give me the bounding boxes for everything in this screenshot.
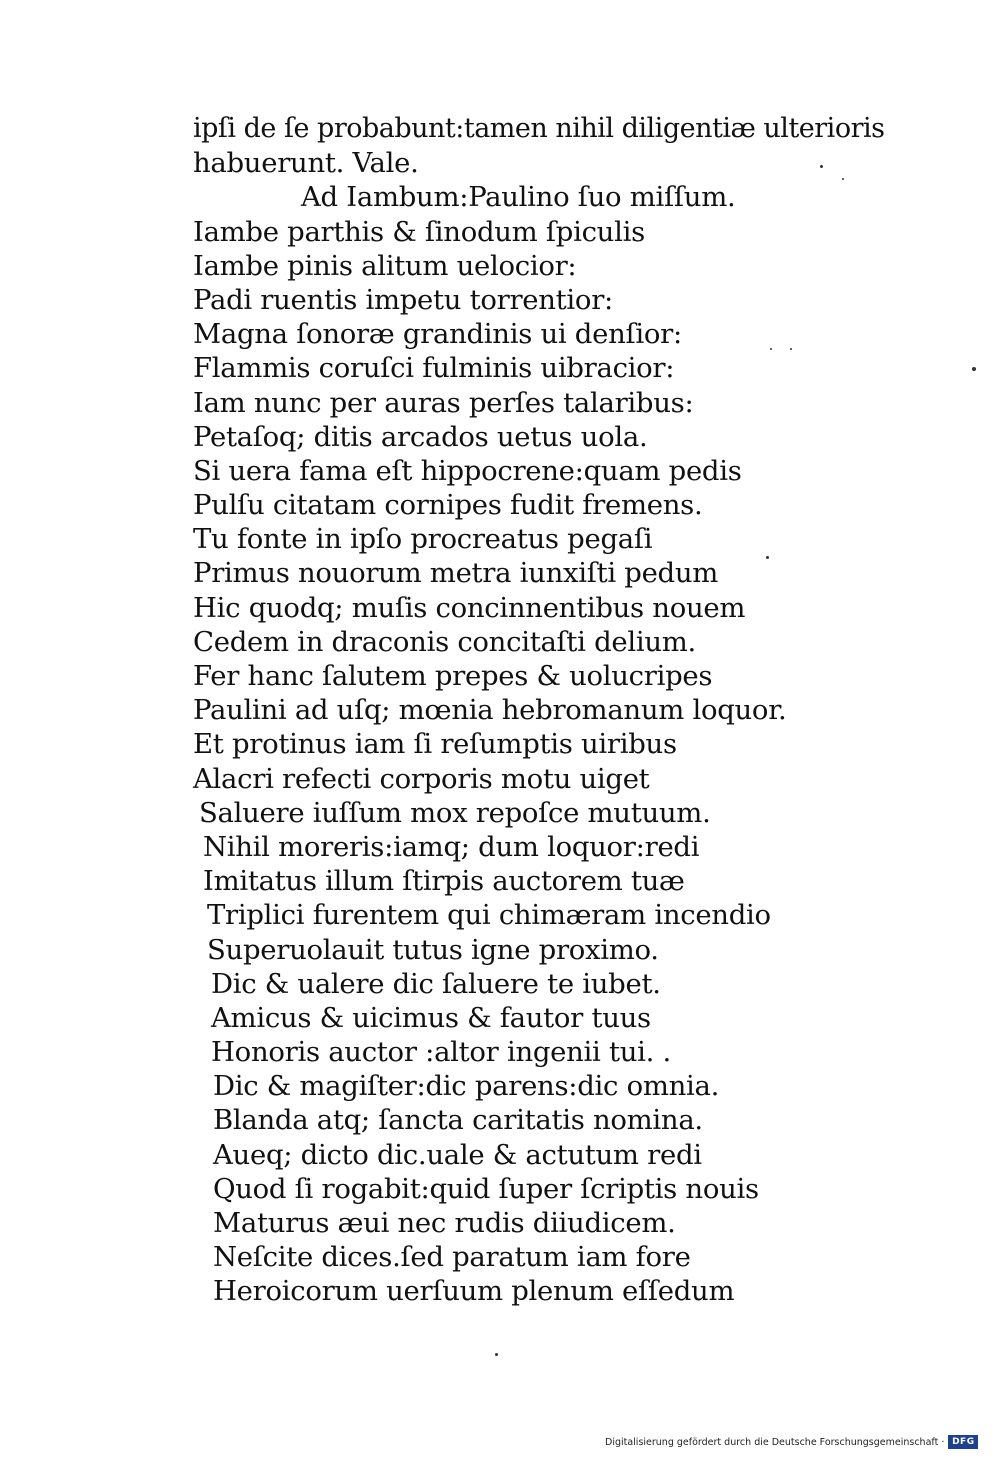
text-line: Flammis coruſci fulminis uibracior: — [193, 352, 675, 385]
text-line: ipſi de ſe probabunt:tamen nihil diligentiæ ulterioris — [193, 113, 885, 144]
text-line: Si uera fama eſt hippocrene:quam pedis — [193, 454, 742, 487]
scan-speck — [790, 348, 792, 350]
text-line: Triplici furentem qui chimæram incendio — [207, 899, 771, 932]
page-text — [193, 112, 913, 1309]
text-line: Hic quodq; muſis concinnentibus nouem — [193, 591, 746, 624]
text-line: Alacri refecti corporis motu uiget — [193, 762, 650, 795]
scan-speck — [820, 165, 823, 168]
text-line: Dic & magiſter:dic parens:dic omnia. — [213, 1070, 720, 1103]
digitization-footer — [605, 1434, 978, 1450]
text-line: Nihil moreris:iamq; dum loquor:redi — [203, 830, 700, 863]
text-line: Iambe parthis & ſinodum ſpiculis — [193, 215, 645, 248]
dfg-logo: DFG — [948, 1435, 978, 1449]
text-line: Honoris auctor :altor ingenii tui. . — [211, 1036, 671, 1069]
text-line: Petaſoq; ditis arcados uetus uola. — [193, 420, 648, 453]
text-line: Blanda atq; ſancta caritatis nomina. — [213, 1104, 703, 1137]
text-line: Et protinus iam ſi reſumptis uiribus — [193, 728, 677, 761]
text-line: Primus nouorum metra iunxiſti pedum — [193, 557, 719, 590]
scan-speck — [770, 348, 772, 350]
text-line: Aueq; dicto dic.uale & actutum redi — [213, 1138, 702, 1171]
text-line: Amicus & uicimus & fautor tuus — [211, 1001, 651, 1034]
scan-speck — [842, 178, 844, 180]
scan-speck — [495, 1353, 498, 1356]
text-line: Dic & ualere dic ſaluere te iubet. — [211, 967, 661, 1000]
scan-speck — [972, 367, 976, 371]
text-line: Fer hanc ſalutem prepes & uolucripes — [193, 660, 713, 692]
text-line: Pulſu citatam cornipes fudit fremens. — [193, 489, 703, 522]
text-line: Cedem in draconis concitaſti delium. — [193, 625, 696, 658]
text-line: habuerunt. Vale. — [193, 147, 419, 180]
text-line: Maturus æui nec rudis diiudicem. — [213, 1207, 676, 1239]
text-line: Heroicorum uerſuum plenum eſſedum — [213, 1275, 735, 1308]
text-line: Imitatus illum ſtirpis auctorem tuæ — [203, 865, 685, 898]
scan-speck — [766, 556, 769, 559]
text-line: Iambe pinis alitum uelocior: — [193, 249, 577, 282]
text-line: Magna ſonoræ grandinis ui denſior: — [193, 318, 682, 351]
text-line: Quod ſi rogabit:quid ſuper ſcriptis nouis — [213, 1172, 759, 1205]
text-line: Paulini ad uſq; mœnia hebromanum loquor. — [193, 694, 787, 727]
text-line: Padi ruentis impetu torrentior: — [193, 283, 613, 316]
text-line: Superuolauit tutus igne proximo. — [207, 933, 659, 966]
text-line: Saluere iuſſum mox repoſce mutuum. — [199, 796, 711, 829]
text-line: Iam nunc per auras perſes talaribus: — [193, 386, 694, 419]
footer-credit-text: Digitalisierung gefördert durch die Deutsche Forschungsgemeinschaft · — [605, 1436, 945, 1448]
text-line: Tu fonte in ipſo procreatus pegaſi — [193, 523, 653, 556]
poem-heading: Ad Iambum:Paulino ſuo miſſum. — [301, 181, 736, 214]
text-line: Neſcite dices.ſed paratum iam fore — [213, 1241, 691, 1274]
